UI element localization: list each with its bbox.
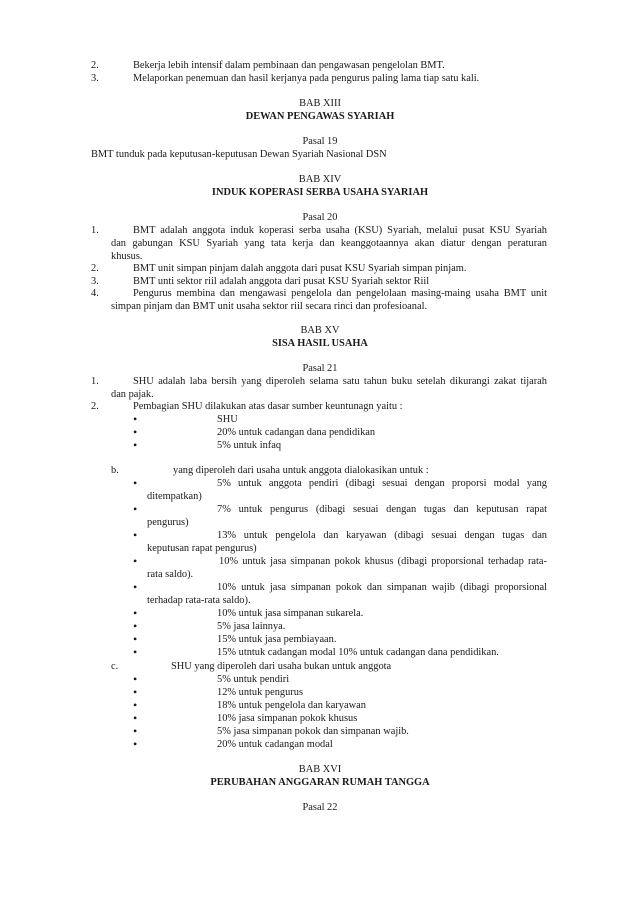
paragraph: BMT tunduk pada keputusan-keputusan Dewan Syariah Nasional DSN bbox=[91, 149, 387, 160]
list-item: 5% jasa simpanan pokok dan simpanan wajib. bbox=[217, 726, 409, 737]
list-item: terhadap rata-rata saldo). bbox=[147, 595, 251, 606]
bullet-icon: • bbox=[133, 645, 138, 659]
item-number: 2. bbox=[91, 401, 99, 412]
list-item: 18% untuk pengelola dan karyawan bbox=[217, 700, 366, 711]
list-item: 5% untuk anggota pendiri (dibagi sesuai dengan proporsi modal yang bbox=[217, 478, 547, 489]
item-text: Pengurus membina dan mengawasi pengelola dan pengelolaan masing-maing usaha BMT unit bbox=[133, 288, 547, 299]
list-item: 10% jasa simpanan pokok khusus bbox=[217, 713, 358, 724]
bullet-icon: • bbox=[133, 606, 138, 620]
chapter-number: BAB XIII bbox=[299, 98, 341, 109]
bullet-icon: • bbox=[133, 672, 138, 686]
list-item: 10% untuk jasa simpanan sukarela. bbox=[217, 608, 364, 619]
list-item: 5% untuk infaq bbox=[217, 440, 282, 451]
list-item: ditempatkan) bbox=[147, 491, 202, 502]
list-item: 20% untuk cadangan dana pendidikan bbox=[217, 427, 376, 438]
bullet-icon: • bbox=[133, 476, 138, 490]
chapter-title: PERUBAHAN ANGGARAN RUMAH TANGGA bbox=[210, 777, 430, 788]
chapter-title: INDUK KOPERASI SERBA USAHA SYARIAH bbox=[211, 187, 429, 198]
bullet-icon: • bbox=[133, 438, 138, 452]
item-text: simpan pinjam dan BMT unit usaha sektor riil secara rinci dan profesioanal. bbox=[111, 301, 428, 312]
sub-label: b. bbox=[111, 465, 119, 476]
article-heading: Pasal 21 bbox=[302, 363, 338, 374]
list-item: 10% untuk jasa simpanan pokok khusus (dibagi proporsional terhadap rata- bbox=[219, 556, 547, 567]
bullet-icon: • bbox=[133, 619, 138, 633]
item-number: 2. bbox=[91, 263, 99, 274]
list-item: 13% untuk pengelola dan karyawan (dibagi sesuai dengan tugas dan bbox=[217, 530, 547, 541]
item-text: dan gabungan KSU Syariah yang tata kerja dan keanggotaannya akan diatur dengan peraturan bbox=[111, 238, 547, 249]
bullet-icon: • bbox=[133, 502, 138, 516]
bullet-icon: • bbox=[133, 737, 138, 751]
item-text: BMT adalah anggota induk koperasi serba usaha (KSU) Syariah, melalui pusat KSU Syariah bbox=[133, 225, 547, 236]
bullet-icon: • bbox=[133, 528, 138, 542]
article-heading: Pasal 22 bbox=[302, 802, 338, 813]
list-item: pengurus) bbox=[147, 517, 189, 528]
sub-heading: SHU yang diperoleh dari usaha bukan untuk anggota bbox=[171, 661, 392, 672]
item-text: SHU adalah laba bersih yang diperoleh selama satu tahun buku setelah dikurangi zakat tijarah bbox=[133, 376, 547, 387]
list-item: 15% utntuk cadangan modal 10% untuk cadangan dana pendidikan. bbox=[217, 647, 499, 658]
bullet-icon: • bbox=[133, 698, 138, 712]
item-number: 2. bbox=[91, 60, 99, 71]
chapter-title: DEWAN PENGAWAS SYARIAH bbox=[245, 111, 395, 122]
article-heading: Pasal 20 bbox=[302, 212, 338, 223]
item-text: Melaporkan penemuan dan hasil kerjanya pada pengurus paling lama tiap satu kali. bbox=[133, 73, 480, 84]
chapter-number: BAB XVI bbox=[298, 764, 342, 775]
item-number: 3. bbox=[91, 276, 99, 287]
list-item: 12% untuk pengurus bbox=[217, 687, 304, 698]
list-item: 7% untuk pengurus (dibagi sesuai dengan tugas dan keputusan rapat bbox=[217, 504, 547, 515]
list-item: 10% untuk jasa simpanan pokok dan simpanan wajib (dibagi proporsional bbox=[217, 582, 547, 593]
chapter-title: SISA HASIL USAHA bbox=[272, 338, 368, 349]
item-text: BMT unit simpan pinjam dalah anggota dari pusat KSU Syariah simpan pinjam. bbox=[133, 263, 467, 274]
list-item: 5% jasa lainnya. bbox=[217, 621, 286, 632]
item-text: dan pajak. bbox=[111, 389, 154, 400]
item-number: 1. bbox=[91, 376, 99, 387]
bullet-icon: • bbox=[133, 412, 138, 426]
chapter-number: BAB XIV bbox=[298, 174, 342, 185]
bullet-icon: • bbox=[133, 425, 138, 439]
bullet-icon: • bbox=[133, 632, 138, 646]
sub-heading: yang diperoleh dari usaha untuk anggota dialokasikan untuk : bbox=[173, 465, 429, 476]
item-text: Bekerja lebih intensif dalam pembinaan dan pengawasan pengelolan BMT. bbox=[133, 60, 445, 71]
bullet-icon: • bbox=[133, 685, 138, 699]
item-text: khusus. bbox=[111, 251, 143, 262]
sub-label: c. bbox=[111, 661, 119, 672]
list-item: 5% untuk pendiri bbox=[217, 674, 290, 685]
list-item: rata saldo). bbox=[147, 569, 194, 580]
bullet-icon: • bbox=[133, 580, 138, 594]
list-item: 15% untuk jasa pembiayaan. bbox=[217, 634, 337, 645]
item-number: 3. bbox=[91, 73, 99, 84]
bullet-icon: • bbox=[133, 554, 138, 568]
item-number: 4. bbox=[91, 288, 99, 299]
list-item: 20% untuk cadangan modal bbox=[217, 739, 333, 750]
list-item: SHU bbox=[217, 414, 238, 425]
list-item: keputusan rapat pengurus) bbox=[147, 543, 257, 554]
chapter-number: BAB XV bbox=[300, 325, 340, 336]
item-text: Pembagian SHU dilakukan atas dasar sumber keuntunagn yaitu : bbox=[133, 401, 403, 412]
item-text: BMT unti sektor riil adalah anggota dari pusat KSU Syariah sektor Riil bbox=[133, 276, 430, 287]
item-number: 1. bbox=[91, 225, 99, 236]
bullet-icon: • bbox=[133, 711, 138, 725]
article-heading: Pasal 19 bbox=[302, 136, 338, 147]
bullet-icon: • bbox=[133, 724, 138, 738]
